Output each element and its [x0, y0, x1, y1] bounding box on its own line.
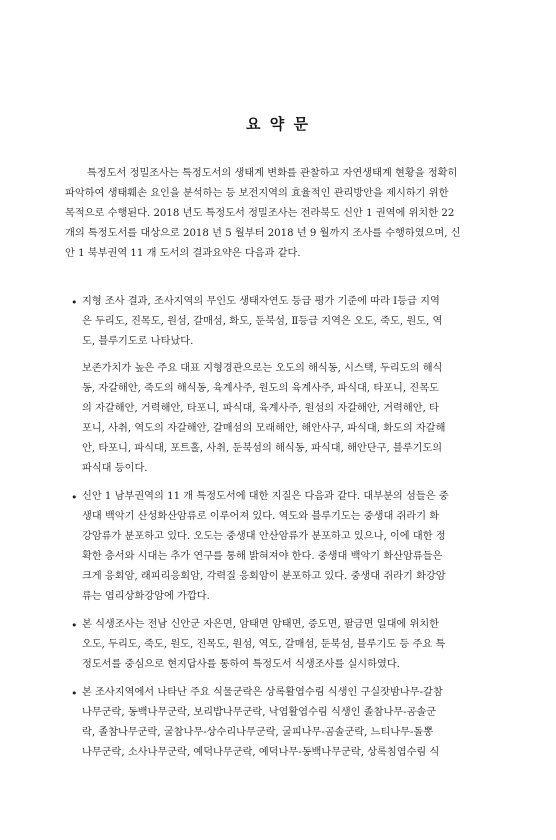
summary-bullet-item — [71, 292, 492, 479]
bullet-line: 본 조사지역에서 나타난 주요 식물군락은 상록활엽수림 식생인 구실잣밤나무-갈참 — [82, 687, 443, 698]
bullet-line: 생대 백악기 산성화산암류로 이루어져 있다. 역도와 블루기도는 중생대 쥐라기 화 — [82, 511, 440, 522]
summary-bullet-list — [71, 292, 492, 771]
page-title: 요 약 문 — [246, 115, 310, 133]
bullet-line: 본 식생조사는 전남 신안군 자은면, 암태면 암태면, 증도면, 팔금면 일대에 위치한 — [82, 619, 440, 630]
bullet-line: 크게 응회암, 래피리응회암, 각력질 응회암이 분포하고 있다. 중생대 쥐라기 화강암 — [82, 571, 446, 582]
intro-line: 안 1 북부권역 11 개 도서의 결과요약은 다음과 같다. — [65, 248, 301, 259]
bullet-paragraph — [82, 615, 492, 675]
summary-bullet-item — [71, 615, 492, 675]
bullet-paragraph — [82, 487, 492, 607]
bullet-line: 오도, 두리도, 죽도, 원도, 진목도, 원섬, 역도, 갈매섬, 둔북섬, 블루기도 등 주요 특 — [82, 639, 446, 650]
intro-line: 목적으로 수행된다. 2018 년도 특정도서 정밀조사는 전라북도 신안 1 권역에 위치한 22 — [65, 208, 455, 219]
summary-bullet-item — [71, 487, 492, 607]
bullet-line: 나무군락, 소사나무군락, 예덕나무군락, 예덕나무-동백나무군락, 상록침엽수림 식 — [82, 747, 440, 758]
bullet-line: 포니, 사취, 역도의 자갈해안, 갈매섬의 모래해안, 해안사구, 파식대, 화도의 자갈해 — [82, 423, 446, 434]
bullet-line: 나무군락, 동백나무군락, 보리밥나무군락, 낙엽활엽수림 식생인 졸참나무-곰솔군 — [82, 707, 437, 718]
bullet-line: 보존가치가 높은 주요 대표 지형경관으로는 오도의 해식동, 시스택, 두리도의 해식 — [82, 363, 443, 374]
bullet-line: 의 자갈해안, 거력해안, 타포니, 파식대, 육계사주, 원섬의 자갈해안, 거력해안, 타 — [82, 403, 439, 414]
bullet-dot-icon: • — [71, 619, 78, 632]
bullet-dot-icon: • — [71, 687, 78, 700]
bullet-dot-icon: • — [71, 296, 78, 309]
intro-line: 파악하여 생태훼손 요인을 분석하는 등 보전지역의 효율적인 관리방안을 제시하기 위한 — [65, 188, 449, 199]
bullet-line: 동, 자갈해안, 죽도의 해식동, 육계사주, 원도의 육계사주, 파식대, 타포니, 진목도 — [82, 383, 439, 394]
bullet-line: 정도서를 중심으로 현지답사를 통하여 특정도서 식생조사를 실시하였다. — [82, 659, 400, 670]
bullet-line: 확한 층서와 시대는 추가 연구를 통해 밝혀져야 한다. 중생대 백악기 화산암류들은 — [82, 551, 443, 562]
bullet-line: 도, 블루기도로 나타났다. — [82, 336, 194, 347]
bullet-paragraph — [82, 292, 492, 352]
bullet-line: 신안 1 남부권역의 11 개 특정도서에 대한 지질은 다음과 같다. 대부분의 섬들은 중 — [82, 491, 449, 502]
bullet-line: 강암류가 분포하고 있다. 오도는 중생대 안산암류가 분포하고 있으나, 이에 대한 정 — [82, 531, 446, 542]
bullet-line: 은 두리도, 진목도, 원섬, 갈매섬, 화도, 둔북섬, Ⅱ등급 지역은 오도, 죽도, 원도, 역 — [82, 316, 443, 327]
bullet-dot-icon: • — [71, 491, 78, 504]
bullet-paragraph — [82, 359, 492, 479]
bullet-paragraph — [82, 683, 492, 763]
bullet-line: 지형 조사 결과, 조사지역의 무인도 생태자연도 등급 평가 기준에 따라 Ⅰ등급 지역 — [82, 296, 440, 307]
bullet-line: 락, 졸참나무군락, 굴참나무-상수리나무군락, 굴피나무-곰솔군락, 느티나무-돌뽕 — [82, 727, 434, 738]
bullet-line: 파식대 등이다. — [82, 463, 148, 474]
bullet-line: 류는 엽리상화강암에 가깝다. — [82, 591, 210, 602]
intro-paragraph — [65, 164, 485, 264]
intro-line: 개의 특정도서를 대상으로 2018 년 5 월부터 2018 년 9 월까지 조사를 수행하였으며, 신 — [65, 228, 461, 239]
summary-bullet-item — [71, 683, 492, 763]
intro-line: 특정도서 정밀조사는 특정도서의 생태계 변화를 관찰하고 자연생태계 현황을 정확히 — [87, 168, 458, 179]
bullet-line: 안, 타포니, 파식대, 포트홀, 사취, 둔북섬의 해식동, 파식대, 해안단구, 블루기도의 — [82, 443, 443, 454]
